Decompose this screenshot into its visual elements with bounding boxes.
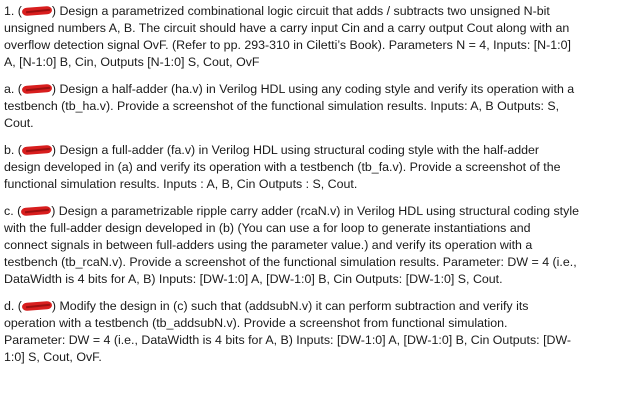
redaction-mark <box>22 84 52 94</box>
part-b-text: ) Design a full-adder (fa.v) in Verilog HDL using structural coding style with the half-adder design developed in (a) and verify its operation with a testbench (tb_fa.v). Provide a screenshot of the functional simulation results. Inputs : A, B, Cin Outputs : S, Cout. <box>4 143 561 191</box>
problem-1-text: ) Design a parametrized combinational logic circuit that adds / subtracts two unsigned N-bit unsigned numbers A, B. The circuit should have a carry input Cin and a carry output Cout along with an overflow detection signal OvF. (Refer to pp. 293-310 in Ciletti’s Book). Parameters N = 4, Inputs: [N-1:0] A, [N-1:0] B, Cin, Outputs [N-1:0] S, Cout, OvF <box>4 4 571 69</box>
part-c-paragraph <box>4 203 624 288</box>
part-d-text: ) Modify the design in (c) such that (addsubN.v) it can perform subtraction and verify its operation with a testbench (tb_addsubN.v). Provide a screenshot from functional simulation. Parameter: DW = 4 (i.e., DataWidth is 4 bits for A, B) Inputs: [DW-1:0] A, [DW-1:0] B, Cin Outputs: [DW- 1:0] S, Cout, OvF. <box>4 299 572 364</box>
paragraph-spacer <box>4 132 624 142</box>
part-d-paragraph <box>4 298 624 366</box>
redaction-mark <box>21 206 51 216</box>
part-c-text: ) Design a parametrizable ripple carry adder (rcaN.v) in Verilog HDL using structural coding style with the full-adder design developed in (b) (You can use a for loop to generate instantiations and connect signals in between full-adders using the parameter value.) and verify its operation with a testbench (tb_rcaN.v). Provide a screenshot of the functional simulation results. Parameter: DW = 4 (i.e., DataWidth is 4 bits for A, B) Inputs: [DW-1:0] A, [DW-1:0] B, Cin Outputs: [DW-1:0] S, Cout. <box>4 204 579 286</box>
part-d-marker: d. ( <box>4 299 22 313</box>
problem-1-marker: 1. ( <box>4 4 22 18</box>
paragraph-spacer <box>4 288 624 298</box>
paragraph-spacer <box>4 71 624 81</box>
part-a-paragraph <box>4 81 624 132</box>
redaction-mark <box>22 145 52 155</box>
part-a-text: ) Design a half-adder (ha.v) in Verilog HDL using any coding style and verify its operation with a testbench (tb_ha.v). Provide a screenshot of the functional simulation results. Inputs: A, B Outputs: S, Cout. <box>4 82 575 130</box>
redaction-mark <box>22 301 52 311</box>
part-a-marker: a. ( <box>4 82 22 96</box>
part-c-marker: c. ( <box>4 204 22 218</box>
paragraph-spacer <box>4 193 624 203</box>
problem-1-paragraph <box>4 3 624 71</box>
assignment-document <box>4 3 624 366</box>
part-b-paragraph <box>4 142 624 193</box>
part-b-marker: b. ( <box>4 143 22 157</box>
redaction-mark <box>22 6 52 16</box>
